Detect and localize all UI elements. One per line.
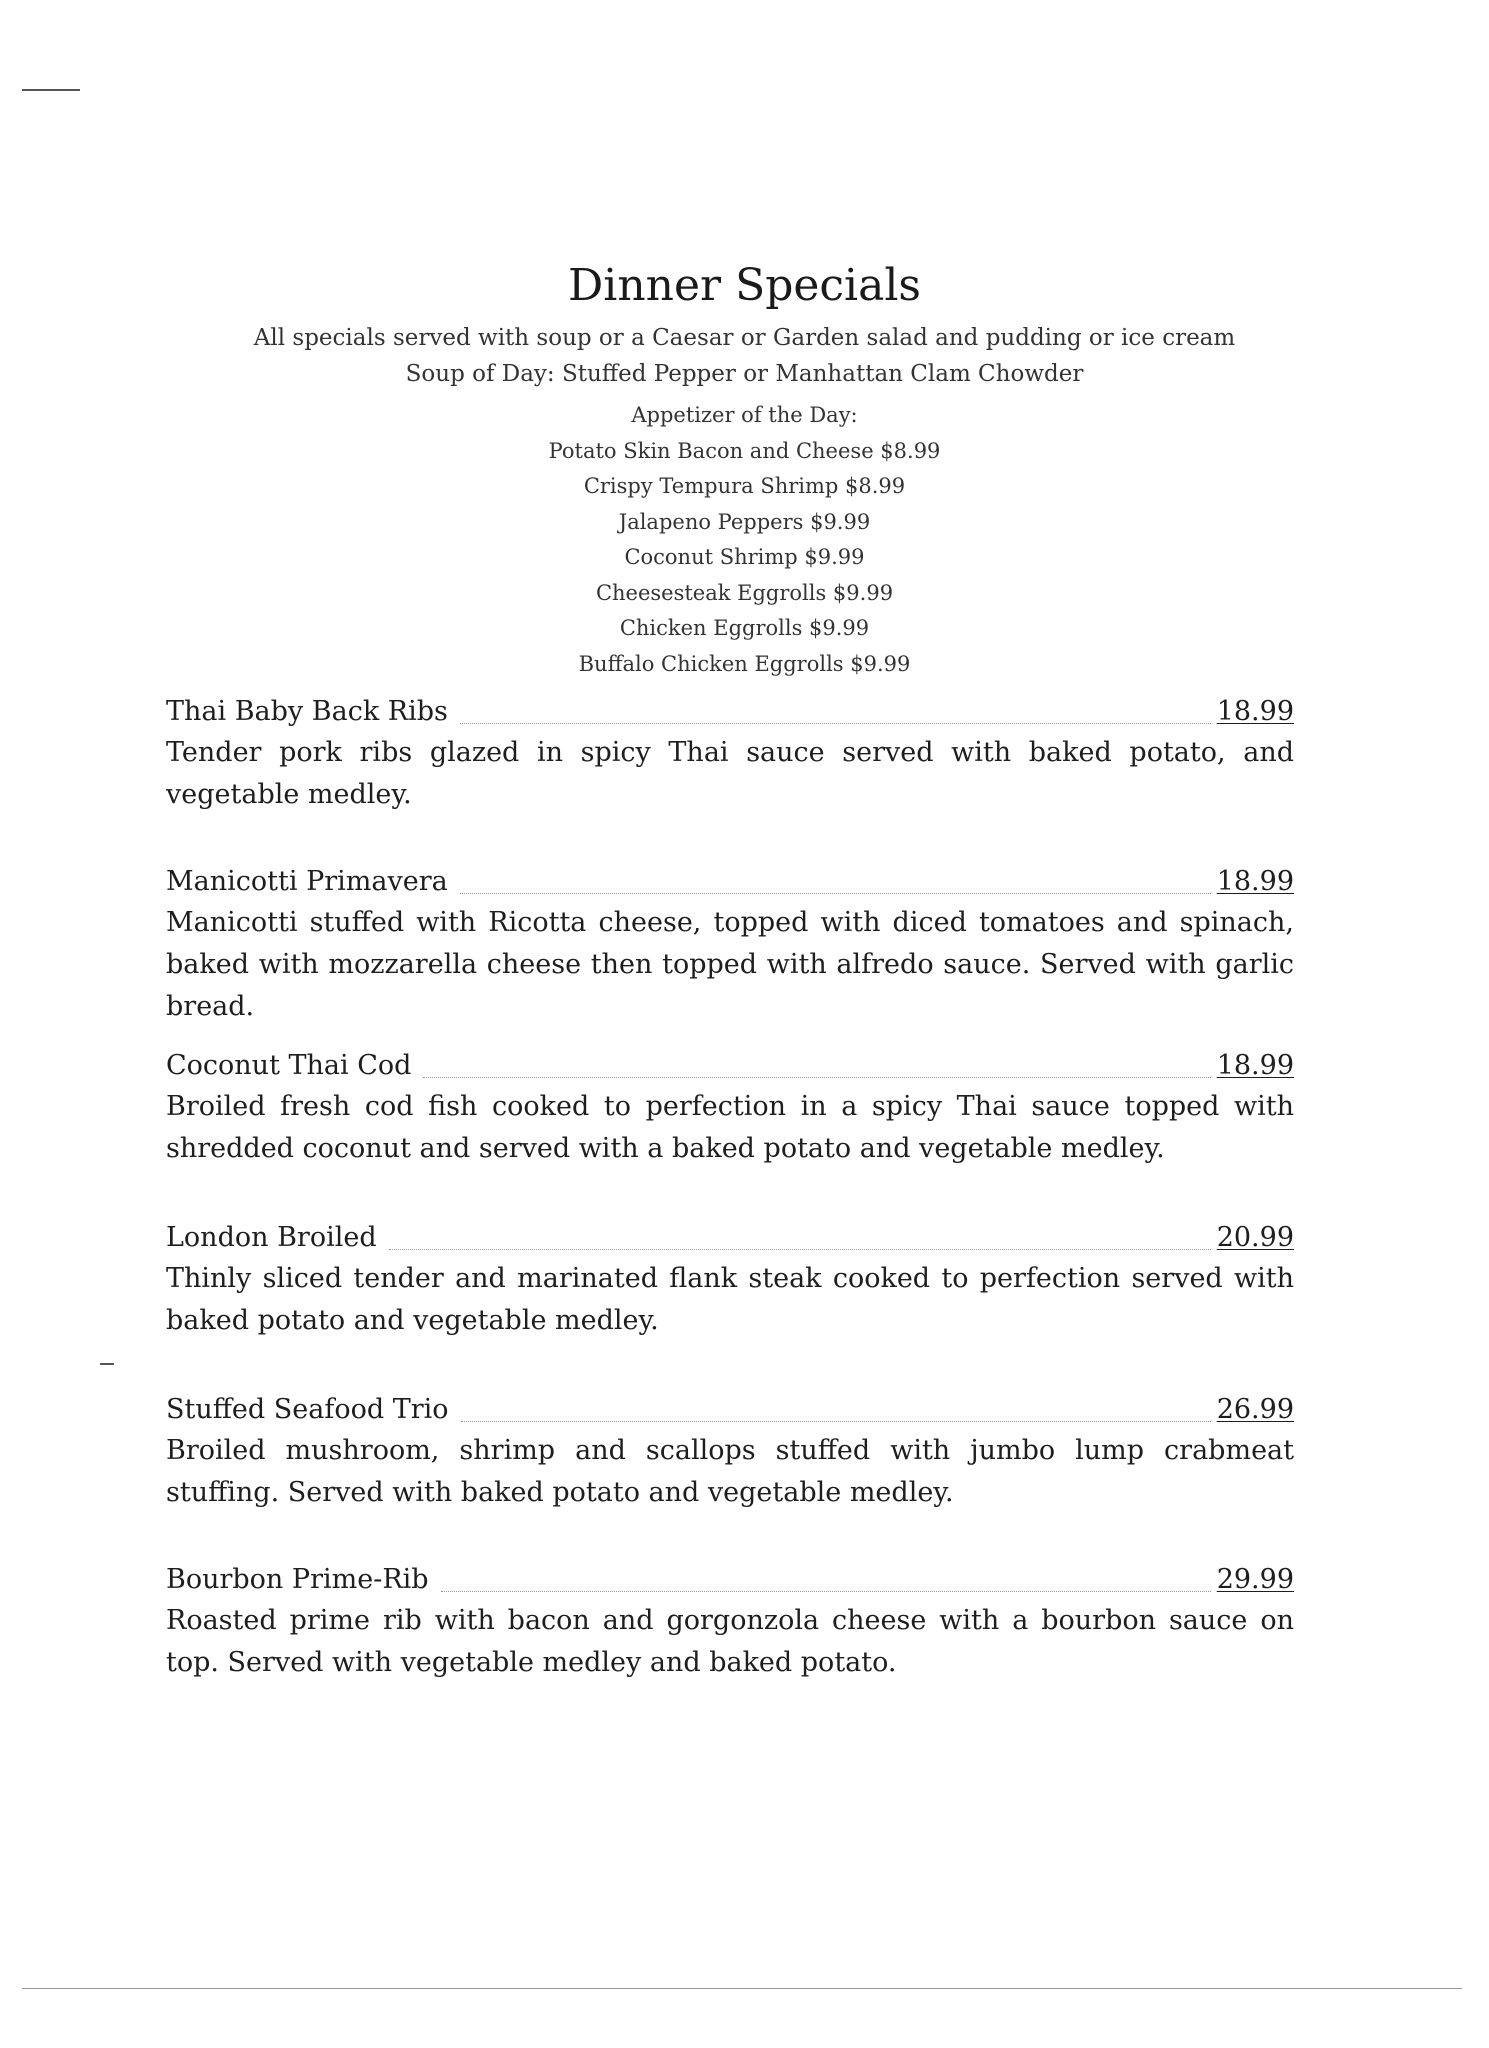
dish-description: Broiled fresh cod fish cooked to perfection in a spicy Thai sauce topped with shredded coconut and served with a baked potato and vegetable medley. — [166, 1091, 1294, 1164]
dot-leader — [461, 1421, 1211, 1422]
dish-price: 18.99 — [1216, 1050, 1294, 1081]
dish-name: Manicotti Primavera — [166, 866, 448, 897]
dish-price: 18.99 — [1216, 696, 1294, 727]
soup-of-day: Soup of Day: Stuffed Pepper or Manhattan Clam Chowder — [405, 361, 1084, 387]
dot-leader — [441, 1591, 1211, 1592]
scan-mark — [100, 1363, 114, 1365]
appetizer-heading: Appetizer of the Day: — [631, 403, 858, 427]
dish-item — [166, 1556, 1294, 1684]
dish-description: Thinly sliced tender and marinated flank steak cooked to perfection served with baked potato and vegetable medley. — [166, 1263, 1294, 1336]
dish-item — [166, 688, 1294, 816]
dot-leader — [389, 1249, 1211, 1250]
appetizer-list — [0, 398, 1489, 682]
dish-name: Thai Baby Back Ribs — [166, 696, 448, 727]
dish-price: 20.99 — [1216, 1222, 1294, 1253]
dot-leader — [460, 723, 1211, 724]
dish-item — [166, 1214, 1294, 1342]
dish-price: 26.99 — [1216, 1394, 1294, 1425]
appetizer-item: Buffalo Chicken Eggrolls $9.99 — [578, 651, 911, 676]
dish-description: Broiled mushroom, shrimp and scallops stuffed with jumbo lump crabmeat stuffing. Served with baked potato and vegetable medley. — [166, 1435, 1294, 1508]
dish-item — [166, 1042, 1294, 1170]
dish-description: Manicotti stuffed with Ricotta cheese, topped with diced tomatoes and spinach, baked with mozzarella cheese then topped with alfredo sauce. Served with garlic bread. — [166, 907, 1294, 1022]
menu-header — [0, 258, 1489, 682]
appetizer-item: Potato Skin Bacon and Cheese $8.99 — [548, 438, 941, 463]
dish-price: 29.99 — [1216, 1564, 1294, 1595]
page-title: Dinner Specials — [567, 260, 922, 311]
appetizer-item: Cheesesteak Eggrolls $9.99 — [595, 580, 894, 605]
appetizer-item: Coconut Shrimp $9.99 — [624, 545, 865, 569]
dish-item — [166, 858, 1294, 1028]
specials-subtitle: All specials served with soup or a Caesar or Garden salad and pudding or ice cream — [253, 325, 1236, 351]
appetizer-item: Chicken Eggrolls $9.99 — [619, 616, 870, 640]
dish-description: Tender pork ribs glazed in spicy Thai sauce served with baked potato, and vegetable medley. — [166, 737, 1294, 810]
appetizer-item: Crispy Tempura Shrimp $8.99 — [583, 474, 906, 498]
dish-name: Stuffed Seafood Trio — [166, 1394, 449, 1425]
dot-leader — [460, 893, 1211, 894]
dish-name: London Broiled — [166, 1222, 377, 1253]
dish-name: Coconut Thai Cod — [166, 1050, 412, 1081]
dot-leader — [423, 1077, 1210, 1078]
scan-mark — [22, 89, 80, 91]
dish-item — [166, 1386, 1294, 1514]
dish-name: Bourbon Prime-Rib — [166, 1564, 429, 1595]
dish-price: 18.99 — [1216, 866, 1294, 897]
dish-description: Roasted prime rib with bacon and gorgonzola cheese with a bourbon sauce on top. Served with vegetable medley and baked potato. — [166, 1605, 1294, 1678]
appetizer-item: Jalapeno Peppers $9.99 — [618, 509, 871, 534]
scan-edge-line — [22, 1988, 1462, 1989]
